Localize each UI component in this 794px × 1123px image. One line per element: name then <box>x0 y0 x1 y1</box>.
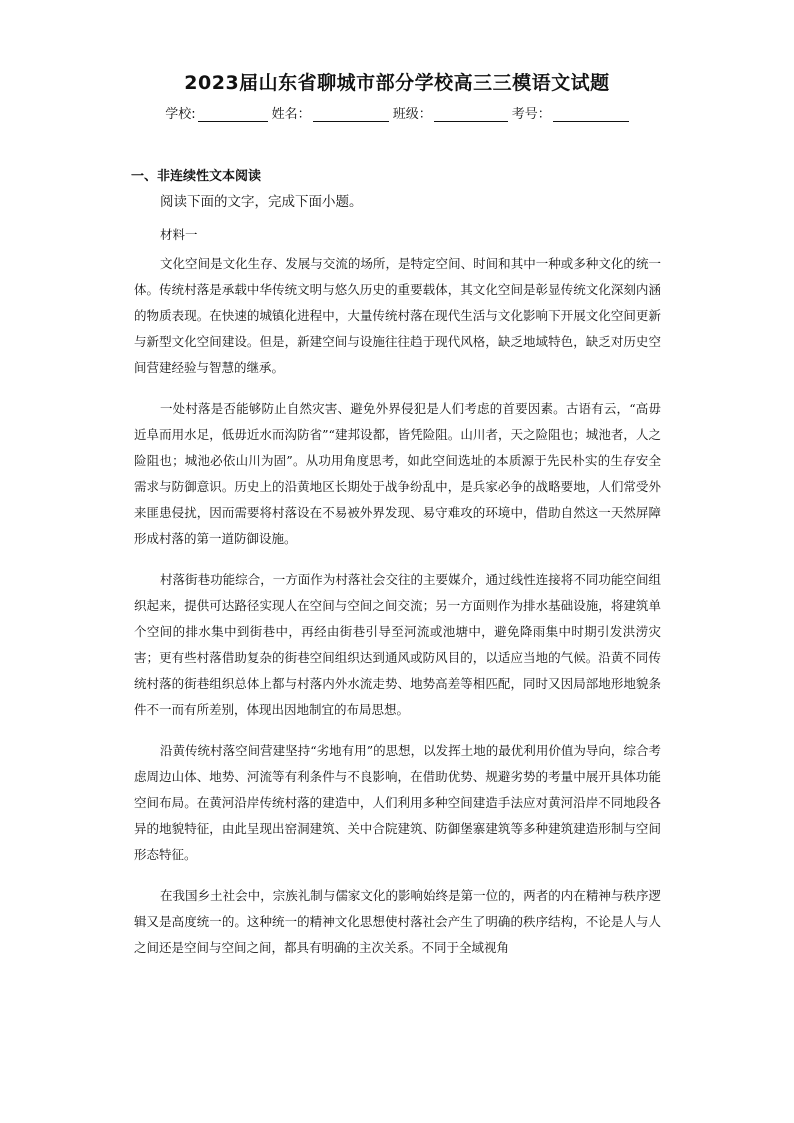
paragraph-3: 村落街巷功能综合，一方面作为村落社会交往的主要媒介，通过线性连接将不同功能空间组织起来，提供可达路径实现人在空间与空间之间交流；另一方面则作为排水基础设施，将建筑单个空间的排水集中到街巷中，再经由街巷引导至河流或池塘中，避免降雨集中时期引发洪涝灾害；更有些村落借助复杂的街巷空间组织达到通风或防风目的，以适应当地的气候。沿黄不同传统村落的街巷组织总体上都与村落内外水流走势、地势高差等相匹配，同时又因局部地形地貌条件不一而有所差别，体现出因地制宜的布局思想。 <box>134 572 661 717</box>
material-label: 材料一 <box>160 227 198 242</box>
name-blank <box>313 107 389 122</box>
material-body <box>134 251 661 976</box>
paragraph-2: 一处村落是否能够防止自然灾害、避免外界侵犯是人们考虑的首要因素。古语有云，“高毋近阜而用水足，低毋近水而沟防省”“建邦设都，皆凭险阻。山川者，天之险阻也；城池者，人之险阻也；城池必依山川为固”。从功用角度思考，如此空间选址的本质源于先民朴实的生存安全需求与防御意识。历史上的沿黄地区长期处于战争纷乱中，是兵家必争的战略要地，人们常受外来匪患侵扰，因而需要将村落设在不易被外界发现、易守难攻的环境中，借助自然这一天然屏障形成村落的第一道防御设施。 <box>134 401 661 546</box>
class-blank <box>434 107 508 122</box>
document-title: 2023届山东省聊城市部分学校高三三模语文试题 <box>184 72 610 94</box>
section-heading: 一、非连续性文本阅读 <box>131 169 262 184</box>
exam-number-blank <box>553 107 629 122</box>
exam-number-label: 考号： <box>511 107 551 122</box>
name-field <box>272 103 389 122</box>
student-info-row <box>0 103 794 122</box>
class-label: 班级： <box>392 107 432 122</box>
name-label: 姓名： <box>271 107 311 122</box>
paragraph-1: 文化空间是文化生存、发展与交流的场所，是特定空间、时间和其中一种或多种文化的统一体。传统村落是承载中华传统文明与悠久历史的重要载体，其文化空间是彰显传统文化深刻内涵的物质表现。在快速的城镇化进程中，大量传统村落在现代生活与文化影响下开展文化空间更新与新型文化空间建设。但是，新建空间与设施往往趋于现代风格，缺乏地域特色，缺乏对历史空间营建经验与智慧的继承。 <box>134 256 661 375</box>
exam-number-field <box>512 103 629 122</box>
paragraph-4: 沿黄传统村落空间营建坚持“劣地有用”的思想，以发挥土地的最优利用价值为导向，综合考虑周边山体、地势、河流等有利条件与不良影响，在借助优势、规避劣势的考量中展开具体功能空间布局。在黄河沿岸传统村落的建造中，人们利用多种空间建造手法应对黄河沿岸不同地段各异的地貌特征，由此呈现出窑洞建筑、关中合院建筑、防御堡寨建筑等多种建筑建造形制与空间形态特征。 <box>134 743 661 862</box>
class-field <box>393 103 508 122</box>
paragraph-5: 在我国乡土社会中，宗族礼制与儒家文化的影响始终是第一位的，两者的内在精神与秩序逻辑又是高度统一的。这种统一的精神文化思想使村落社会产生了明确的秩序结构，不论是人与人之间还是空间与空间之间，都具有明确的主次关系。不同于全域视角 <box>134 888 661 955</box>
school-blank <box>198 107 268 122</box>
school-field <box>165 103 267 122</box>
reading-instruction: 阅读下面的文字，完成下面小题。 <box>160 194 363 210</box>
school-label: 学校: <box>165 107 196 122</box>
